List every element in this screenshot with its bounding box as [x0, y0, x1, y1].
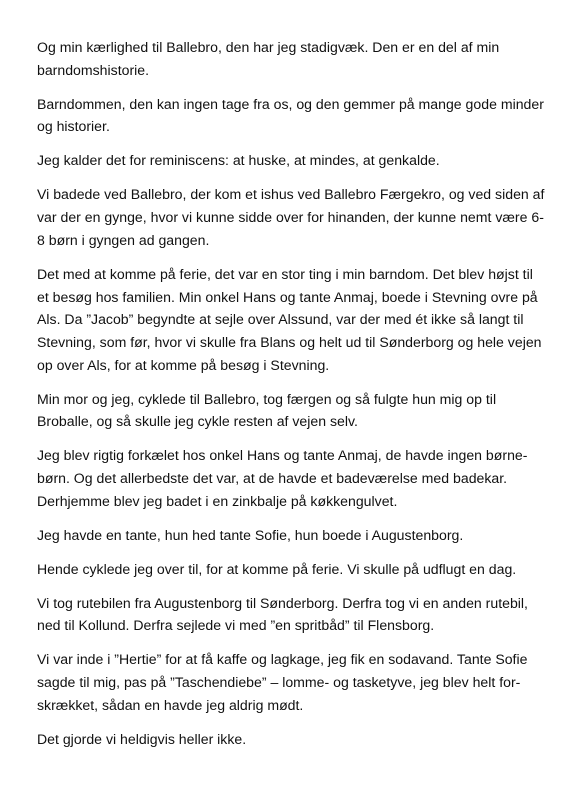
- paragraph-6: Min mor og jeg, cyklede til Ballebro, tog færgen og så fulgte hun mig op til Broballe, og så skulle jeg cykle resten af vejen selv.: [37, 390, 497, 430]
- paragraph-8: Jeg havde en tante, hun hed tante Sofie, hun boede i Augustenborg.: [37, 526, 464, 543]
- paragraph-11: Vi var inde i ”Hertie” for at få kaffe og lagkage, jeg fik en sodavand. Tante Sofie sagde til mig, pas på ”Taschendiebe” – lomme- og tasketyve, jeg blev helt for-skrækket, sådan en havde jeg aldrig mødt.: [37, 651, 528, 713]
- paragraph-3: Jeg kalder det for reminiscens: at huske, at mindes, at genkalde.: [37, 152, 440, 169]
- text-column: [37, 36, 547, 762]
- paragraph-4: Vi badede ved Ballebro, der kom et ishus ved Ballebro Færgekro, og ved siden af var der en gynge, hvor vi kunne sidde over for hinanden, der kunne nemt være 6-8 børn i gyngen ad gangen.: [37, 186, 545, 248]
- paragraph-10: Vi tog rutebilen fra Augustenborg til Sønderborg. Derfra tog vi en anden rutebil, ned til Kollund. Derfra sejlede vi med ”en spritbåd” til Flensborg.: [37, 594, 528, 634]
- paragraph-2: Barndommen, den kan ingen tage fra os, og den gemmer på mange gode minder og historier.: [37, 95, 544, 135]
- paragraph-1: Og min kærlighed til Ballebro, den har jeg stadigvæk. Den er en del af min barndomshistorie.: [37, 39, 500, 78]
- paragraph-9: Hende cyklede jeg over til, for at komme på ferie. Vi skulle på udflugt en dag.: [37, 560, 517, 577]
- paragraph-5: Det med at komme på ferie, det var en stor ting i min barndom. Det blev højst til et besøg hos familien. Min onkel Hans og tante Anmaj, boede i Stevning ovre på Als. Da ”Jacob” begyndte at sejle over Alssund, var der med ét ikke så langt til Stevning, som før, hvor vi skulle fra Blans og helt ud til Sønderborg og hele vejen op over Als, for at komme på besøg i Stevning.: [37, 265, 542, 373]
- paragraph-12: Det gjorde vi heldigvis heller ikke.: [37, 730, 247, 747]
- paragraph-7: Jeg blev rigtig forkælet hos onkel Hans og tante Anmaj, de havde ingen børne-børn. Og det allerbedste det var, at de havde et badeværelse med badekar. Derhjemme blev jeg badet i en zinkbalje på køkkengulvet.: [37, 447, 528, 509]
